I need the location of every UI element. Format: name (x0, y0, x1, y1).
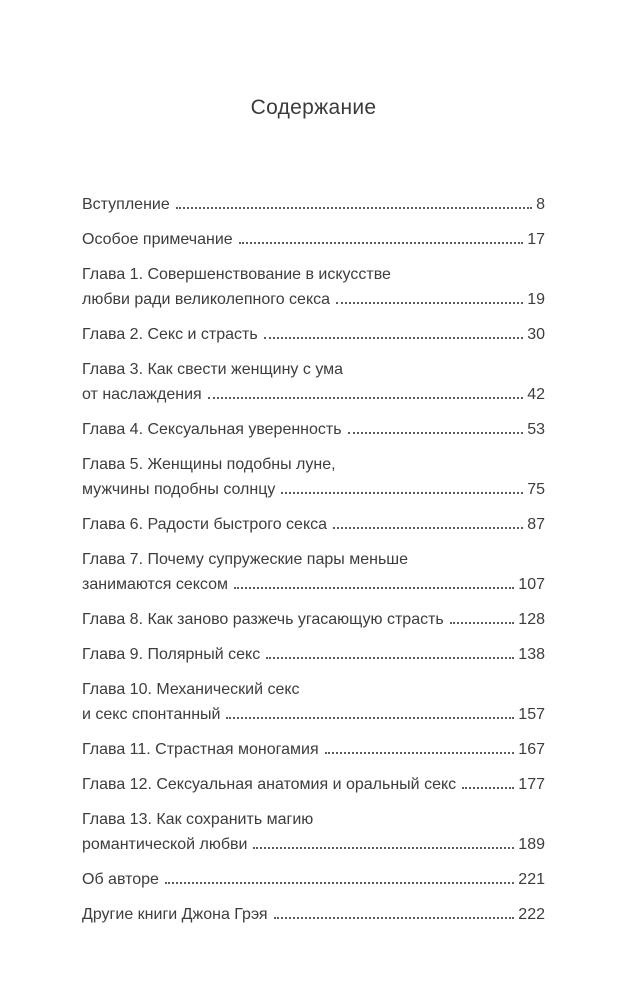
toc-entry-line: Глава 1. Совершенствование в искусстве (82, 266, 391, 283)
toc-entries (82, 192, 545, 927)
toc-page-number: 177 (518, 776, 545, 793)
toc-entry-line: занимаются сексом (82, 576, 228, 593)
toc-entry (82, 452, 545, 502)
toc-entry-last-line (82, 902, 545, 927)
toc-entry-line: Глава 2. Секс и страсть (82, 326, 258, 343)
toc-entry (82, 262, 545, 312)
toc-entry (82, 322, 545, 347)
toc-entry-last-line (82, 572, 545, 597)
toc-entry-line: Глава 4. Сексуальная уверенность (82, 421, 342, 438)
toc-page-number: 19 (527, 291, 545, 308)
toc-entry-line: Глава 6. Радости быстрого секса (82, 516, 328, 533)
toc-page-number: 222 (518, 906, 545, 923)
toc-entry-last-line (82, 867, 545, 892)
dot-leader (208, 397, 524, 399)
dot-leader (165, 882, 514, 884)
toc-entry (82, 902, 545, 927)
toc-page-number: 167 (518, 741, 545, 758)
toc-page-number: 17 (527, 231, 545, 248)
toc-entry-last-line (82, 322, 545, 347)
toc-entry-line: Глава 10. Механический секс (82, 681, 300, 698)
toc-page-number: 75 (527, 481, 545, 498)
toc-entry-line: Особое примечание (82, 231, 233, 248)
toc-entry-last-line (82, 642, 545, 667)
toc-page-number: 107 (518, 576, 545, 593)
toc-entry-last-line (82, 382, 545, 407)
toc-entry-last-line (82, 737, 545, 762)
toc-entry-last-line (82, 477, 545, 502)
toc-entry-last-line (82, 512, 545, 537)
toc-entry-last-line (82, 287, 545, 312)
page-title: Содержание (250, 96, 377, 119)
dot-leader (450, 622, 515, 624)
toc-entry-line: Глава 7. Почему супружеские пары меньше (82, 551, 409, 568)
toc-entry (82, 737, 545, 762)
dot-leader (264, 337, 524, 339)
toc-entry (82, 227, 545, 252)
toc-entry-line: Глава 5. Женщины подобны луне, (82, 456, 336, 473)
dot-leader (253, 847, 514, 849)
toc-entry (82, 677, 545, 727)
toc-entry-line: Глава 13. Как сохранить магию (82, 811, 314, 828)
toc-page-number: 30 (527, 326, 545, 343)
toc-entry-last-line (82, 227, 545, 252)
toc-entry-last-line (82, 702, 545, 727)
toc-page-number: 87 (527, 516, 545, 533)
dot-leader (336, 302, 523, 304)
dot-leader (281, 492, 523, 494)
toc-entry (82, 512, 545, 537)
dot-leader (176, 207, 532, 209)
toc-entry-line: Глава 11. Страстная моногамия (82, 741, 319, 758)
toc-page-number: 53 (527, 421, 545, 438)
toc-entry-last-line (82, 192, 545, 217)
toc-entry (82, 807, 545, 857)
toc-entry-line: романтической любви (82, 836, 248, 853)
toc-page-number: 42 (527, 386, 545, 403)
dot-leader (325, 752, 515, 754)
toc-entry (82, 192, 545, 217)
toc-entry-line: Глава 8. Как заново разжечь угасающую страсть (82, 611, 444, 628)
dot-leader (234, 587, 514, 589)
toc-entry-last-line (82, 417, 545, 442)
toc-entry-line: мужчины подобны солнцу (82, 481, 276, 498)
toc-entry (82, 357, 545, 407)
toc-entry-line: Глава 12. Сексуальная анатомия и оральный секс (82, 776, 457, 793)
toc-page-number: 8 (536, 196, 545, 213)
dot-leader (226, 717, 514, 719)
dot-leader (348, 432, 524, 434)
toc-page-number: 138 (518, 646, 545, 663)
toc-entry-line: любви ради великолепного секса (82, 291, 331, 308)
toc-entry-line: Вступление (82, 196, 170, 213)
toc-entry (82, 642, 545, 667)
toc-entry-last-line (82, 832, 545, 857)
dot-leader (239, 242, 524, 244)
toc-page-number: 157 (518, 706, 545, 723)
toc-page-number: 128 (518, 611, 545, 628)
dot-leader (462, 787, 514, 789)
toc-page-number: 221 (518, 871, 545, 888)
toc-entry (82, 772, 545, 797)
toc-entry (82, 417, 545, 442)
toc-entry-last-line (82, 607, 545, 632)
toc-entry-line: Глава 3. Как свести женщину с ума (82, 361, 344, 378)
toc-entry-line: Другие книги Джона Грэя (82, 906, 268, 923)
toc-entry-line: Глава 9. Полярный секс (82, 646, 261, 663)
toc-entry-last-line (82, 772, 545, 797)
toc-entry (82, 867, 545, 892)
toc-entry (82, 547, 545, 597)
toc-page-number: 189 (518, 836, 545, 853)
toc-entry-line: и секс спонтанный (82, 706, 221, 723)
dot-leader (266, 657, 514, 659)
dot-leader (274, 917, 515, 919)
dot-leader (333, 527, 523, 529)
toc-entry (82, 607, 545, 632)
toc-entry-line: от наслаждения (82, 386, 202, 403)
toc-entry-line: Об авторе (82, 871, 159, 888)
